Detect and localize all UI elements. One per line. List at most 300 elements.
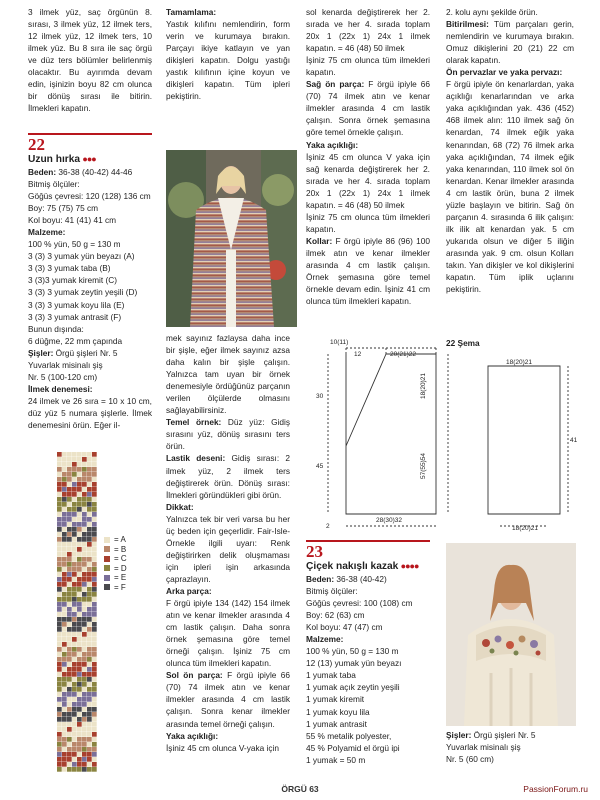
material-line: Bunun dışında: [28,323,84,334]
sweater-model-photo [446,543,576,726]
chart-cell [62,697,67,702]
chart-cell [62,472,67,477]
chart-cell [92,677,97,682]
chart-cell [87,547,92,552]
chart-cell [72,512,77,517]
chart-cell [92,712,97,717]
chart-cell [87,642,92,647]
chest-measurement: Göğüs çevresi: 120 (128) 136 cm [28,191,151,202]
chart-cell [57,502,62,507]
chart-cell [72,452,77,457]
chart-cell [82,712,87,717]
chart-cell [57,537,62,542]
chart-cell [57,672,62,677]
chart-cell [82,532,87,537]
chart-cell [77,742,82,747]
note-text: Yalnızca tek bir veri varsa bu her üç beden için geçerlidir. Fair-Isle-Örnekle ilgili uyarı: Renk değiştirirken delik oluşmaması için ipleri işin arkasında çaprazlayın. [166,513,290,584]
chart-cell [67,527,72,532]
chart-cell [77,677,82,682]
chart-cell [62,752,67,757]
chart-cell [77,612,82,617]
chart-cell [87,707,92,712]
chart-cell [67,752,72,757]
chart-cell [67,767,72,772]
chart-cell [77,572,82,577]
neckline-text: İşiniz 45 cm olunca V yaka için sağ kenarda değiştirerek her 2. sırada ve her 4. sırada toplam 20x 1 (22x 1) 24x 1 ilmek kapatın. = 46 (48) 50 ilmek [306,151,430,210]
chart-cell [72,747,77,752]
needles-line: Nr. 5 (60 cm) [446,754,494,765]
second-sleeve: 2. kolu aynı şekilde örün. [446,7,538,17]
chart-cell [77,712,82,717]
chart-cell [82,502,87,507]
chart-cell [62,597,67,602]
chart-cell [82,542,87,547]
chart-cell [57,612,62,617]
material-line: 1 yumak koyu lila [306,706,370,717]
chart-cell [67,542,72,547]
chart-cell [82,742,87,747]
material-line: 3 (3) 3 yumak yün beyazı (A) [28,251,135,262]
chart-cell [92,657,97,662]
chart-cell [67,607,72,612]
schema-label: 30 [316,393,324,400]
chart-cell [62,452,67,457]
chart-cell [87,517,92,522]
chart-cell [67,677,72,682]
chart-cell [72,527,77,532]
chart-cell [62,737,67,742]
material-line: 100 % yün, 50 g = 130 m [306,646,399,657]
chart-cell [77,662,82,667]
chart-cell [82,672,87,677]
chart-cell [77,637,82,642]
chart-cell [92,457,97,462]
chart-cell [67,697,72,702]
chart-cell [82,667,87,672]
chart-cell [62,502,67,507]
chart-cell [92,612,97,617]
chart-cell [67,482,72,487]
difficulty-rating: ●●● [82,154,96,164]
finishing-heading: Tamamlama: [166,7,217,17]
chart-cell [72,587,77,592]
chart-cell [72,672,77,677]
chart-cell [82,607,87,612]
chart-cell [87,612,92,617]
chart-cell [57,597,62,602]
chart-cell [72,627,77,632]
material-line: 1 yumak taba [306,670,356,681]
chart-cell [72,687,77,692]
chart-cell [62,587,67,592]
chart-cell [87,757,92,762]
chart-cell [67,522,72,527]
schema-label: 57(55)54 [420,452,427,479]
chart-cell [77,622,82,627]
chart-cell [67,512,72,517]
bands-text: F örgü ipiyle ön kenarlardan, yaka açıklığı kenarlarından ve arka yaka açıklığından yak. 436 (452) 468 ilmek alın: 110 ilmek sağ ön kenardan, 74 ilmek eğik yaka kenarından, 68 (72) 76 ilmek arka yaka açıklığından, 74 ilmek eğik yaka kenarından, 110 ilmek sol ön kenardan. Kenar ilmekler arasında 4 cm lastik örün, buna 2 ilmek yüzle başlayın ve bitirin. Sağ ön parçanın 4. sırasında 6 ilik çalışın: ilk ilik alt kenardan yak. 5 cm yukarıda olsun ve diğer 5 iliğin arasında yak. 9 cm. olsun Kolları takın. Yan dikişler ve kol dikişlerini kapatın. Tüm iplik uçlarını pekiştirin. [446,79,574,295]
chart-cell [87,527,92,532]
chart-cell [92,492,97,497]
chart-cell [62,507,67,512]
chart-cell [72,462,77,467]
chart-cell [72,607,77,612]
bind-off-text: İşiniz 75 cm olunca tüm ilmekleri kapatın. [306,211,430,234]
chart-cell [77,522,82,527]
chart-cell [57,587,62,592]
chart-cell [92,497,97,502]
legend-item [104,583,127,593]
chart-cell [67,462,72,467]
needles-line: Nr. 5 (100-120 cm) [28,371,98,382]
chart-cell [77,552,82,557]
chart-cell [67,672,72,677]
chart-cell [82,677,87,682]
schema-label: 12 [354,351,362,358]
chart-cell [62,622,67,627]
chart-cell [72,632,77,637]
column-1 [28,6,152,431]
pattern-intro-text: 3 ilmek yüz, saç örgünün 8. sırası, 3 ilmek yüz, 12 ilmek ters, 12 ilmek yüz, 12 ilmek ters, 10 ilmek yüz. Bu 8 sıra ile saç örgü ve düz ters bölümler belirlenmiş olacaktır. Bu ayırımda devam edin, işinizin boyu 82 cm olunca bir dönüş sırası ile bitirin. İlmekleri kapatın. [28,7,152,114]
chart-cell [57,697,62,702]
pattern-23-block [306,538,430,766]
schema-label: 10(11) [330,339,349,346]
material-line: 1 yumak açık zeytin yeşili [306,682,400,693]
chart-cell [92,647,97,652]
chart-cell [92,527,97,532]
chart-cell [62,657,67,662]
chart-cell [62,612,67,617]
chart-cell [92,512,97,517]
chart-cell [57,687,62,692]
chart-cell [77,562,82,567]
chart-cell [92,607,97,612]
chart-cell [87,667,92,672]
chart-cell [82,632,87,637]
chart-cell [72,522,77,527]
chart-cell [82,552,87,557]
chart-cell [82,652,87,657]
chart-cell [72,477,77,482]
chart-cell [82,592,87,597]
chart-cell [62,567,67,572]
chart-cell [87,607,92,612]
chart-cell [82,477,87,482]
chart-cell [57,637,62,642]
chart-cell [87,537,92,542]
chart-cell [57,562,62,567]
chart-cell [82,752,87,757]
chart-cell [77,687,82,692]
chart-cell [82,537,87,542]
chart-cell [77,472,82,477]
legend-label: = A [114,535,126,544]
gauge-heading: İlmek denemesi: [28,383,93,394]
chart-cell [62,702,67,707]
chart-cell [82,492,87,497]
legend-item [104,554,127,564]
chart-cell [62,637,67,642]
chart-cell [72,667,77,672]
chart-cell [92,572,97,577]
schema-title: 22 Şema [446,338,480,348]
chart-cell [62,542,67,547]
chart-cell [82,512,87,517]
material-line: 3 (3) 3 yumak taba (B) [28,263,111,274]
chart-cell [57,602,62,607]
chart-cell [87,632,92,637]
left-front: Sol ön parça: F örgü ipiyle 66 (70) 74 ilmek atın ve kenar ilmekler arasında 4 cm lastik çalışın. Sonra kenar ilmekler arasında temel örneği çalışın. [166,670,291,729]
chart-cell [67,547,72,552]
chart-cell [57,692,62,697]
chart-cell [57,557,62,562]
chart-cell [67,452,72,457]
chart-cell [67,487,72,492]
back-text: F örgü ipiyle 134 (142) 154 ilmek atın ve kenar ilmekler arasında 4 cm lastik çalışın. Daha sonra örnek şemasına göre temel örneği çalışın. İşiniz 75 cm olunca tüm ilmekleri kapatın. [166,598,290,669]
chart-cell [82,657,87,662]
chart-cell [77,542,82,547]
chart-cell [62,732,67,737]
legend-swatch [104,546,110,552]
chart-cell [72,492,77,497]
chart-cell [82,737,87,742]
chart-cell [87,692,92,697]
chart-cell [92,582,97,587]
neckline-continued: sol kenarda değiştirerek her 2. sırada ve her 4. sırada toplam 20x 1 (22x 1) 24x 1 ilmek kapatın. = 46 (48) 50 ilmek [306,7,430,54]
pattern-title: Uzun hırka [28,154,81,165]
chart-cell [57,722,62,727]
chart-cell [67,477,72,482]
measurements-label: Bitmiş ölçüler: [306,586,358,597]
chart-cell [57,767,62,772]
legend-swatch [104,565,110,571]
chart-cell [77,682,82,687]
chart-cell [82,727,87,732]
chart-cell [67,737,72,742]
chart-cell [72,517,77,522]
chart-cell [82,557,87,562]
chart-cell [87,572,92,577]
chart-cell [62,727,67,732]
chart-cell [92,587,97,592]
chart-cell [82,462,87,467]
schematic-diagram [306,336,596,534]
legend-swatch [104,575,110,581]
chart-cell [57,482,62,487]
material-line: 1 yumak = 50 m [306,754,366,765]
chart-cell [72,737,77,742]
pattern-title: Çiçek nakışlı kazak [306,561,399,572]
chart-cell [62,562,67,567]
chart-cell [92,617,97,622]
chart-cell [87,507,92,512]
chart-cell [77,527,82,532]
chart-cell [57,677,62,682]
chart-cell [87,512,92,517]
chart-cell [82,522,87,527]
schema-label: 28(30)32 [376,517,403,524]
chart-cell [77,467,82,472]
chart-cell [62,492,67,497]
chart-cell [87,457,92,462]
material-line: 3 (3)3 yumak kiremit (C) [28,275,117,286]
chart-cell [57,682,62,687]
chart-cell [62,632,67,637]
chart-cell [62,662,67,667]
column-2 [166,6,290,102]
materials-heading: Malzeme: [306,634,344,645]
chart-cell [87,567,92,572]
chart-cell [77,537,82,542]
sleeve-measurement: Kol boyu: 47 (47) cm [306,622,383,633]
chart-cell [72,642,77,647]
chart-cell [82,582,87,587]
chart-cell [72,767,77,772]
chart-cell [72,557,77,562]
chart-cell [82,697,87,702]
chart-cell [87,752,92,757]
chart-cell [62,547,67,552]
schema-label: 18(20)21 [512,525,539,532]
chart-cell [77,462,82,467]
chart-cell [72,507,77,512]
chart-cell [82,707,87,712]
chart-cell [72,597,77,602]
bind-off-text: İşiniz 75 cm olunca tüm ilmekleri kapatın. [306,55,430,78]
chart-cell [57,582,62,587]
chart-cell [67,497,72,502]
column-4 [446,6,574,295]
material-line: 3 (3) 3 yumak zeytin yeşili (D) [28,287,138,298]
chart-cell [57,742,62,747]
chart-cell [82,482,87,487]
chart-cell [62,747,67,752]
chart-cell [67,627,72,632]
chart-cell [72,682,77,687]
chart-cell [77,507,82,512]
chart-cell [92,747,97,752]
chart-cell [92,662,97,667]
chart-cell [82,577,87,582]
chart-cell [92,742,97,747]
chart-cell [57,477,62,482]
chart-cell [92,552,97,557]
chart-cell [77,502,82,507]
rib-pattern: Lastik deseni: Gidiş sırası: 2 ilmek yüz, 2 ilmek ters değiştirerek örün. Dönüş sırası: İlmekleri göründükleri gibi örün. [166,453,290,500]
chart-cell [87,577,92,582]
chart-cell [77,597,82,602]
chart-cell [57,737,62,742]
chart-cell [57,647,62,652]
chart-cell [67,632,72,637]
chart-cell [62,522,67,527]
chart-cell [72,467,77,472]
chart-cell [57,667,62,672]
chart-cell [77,692,82,697]
chart-cell [82,497,87,502]
chart-cell [57,492,62,497]
chart-cell [67,517,72,522]
chart-cell [67,757,72,762]
column-3 [306,6,430,307]
needles-line: Yuvarlak misinalı şiş [446,742,521,753]
chart-cell [62,717,67,722]
chart-cell [72,662,77,667]
chart-cell [62,477,67,482]
chart-cell [82,602,87,607]
chart-cell [82,637,87,642]
chart-cell [57,552,62,557]
chart-cell [57,467,62,472]
basic-pattern: Temel örnek: Düz yüz: Gidiş sırasını yüz, dönüş sırasını ters örün. [166,417,290,452]
chart-cell [82,452,87,457]
legend-label: = E [114,573,127,582]
schema-label: 18(20)21 [420,372,427,399]
chart-cell [57,457,62,462]
chart-cell [77,607,82,612]
chart-cell [62,687,67,692]
legend-swatch [104,584,110,590]
chart-cell [87,767,92,772]
chart-cell [82,527,87,532]
chart-cell [77,667,82,672]
chart-cell [77,557,82,562]
chart-cell [67,687,72,692]
chart-cell [87,712,92,717]
chart-cell [62,482,67,487]
chart-cell [57,627,62,632]
chart-cell [62,557,67,562]
chart-cell [82,722,87,727]
chart-cell [62,682,67,687]
chart-cell [87,557,92,562]
chart-cell [57,517,62,522]
measurements-label: Bitmiş ölçüler: [28,179,80,190]
chart-cell [92,717,97,722]
finishing-text: Yastık kılıfını nemlendirin, form verin ve kurumaya bırakın. Parçayı ikiye katlayın ve yan dikişleri kapatın. Dolgu yastığı yastık kılıfının içine koyun ve dikişleri kapatın. Tüm ipleri pekiştirin. [166,19,290,102]
chart-cell [77,602,82,607]
chart-cell [87,552,92,557]
chart-cell [57,732,62,737]
pattern-number: 23 [306,542,323,561]
chart-cell [77,457,82,462]
chart-cell [77,582,82,587]
chart-cell [82,717,87,722]
chart-cell [87,652,92,657]
chart-cell [92,557,97,562]
chart-cell [92,727,97,732]
chart-cell [67,572,72,577]
chart-cell [67,747,72,752]
chart-cell [92,602,97,607]
chart-cell [87,582,92,587]
chart-cell [67,682,72,687]
neckline-heading: Yaka açıklığı: [166,730,219,741]
needles-line: Yuvarlak misinalı şiş [28,359,103,370]
chart-cell [77,512,82,517]
chart-cell [72,677,77,682]
chart-cell [77,707,82,712]
size-line: Beden: 36-38 (40-42) [306,574,387,584]
size-line: Beden: 36-38 (40-42) 44-46 [28,167,133,177]
chart-cell [87,672,92,677]
chart-cell [82,457,87,462]
legend-label: = B [114,544,127,554]
chart-cell [87,657,92,662]
chart-cell [82,647,87,652]
chart-cell [62,467,67,472]
chart-cell [92,472,97,477]
